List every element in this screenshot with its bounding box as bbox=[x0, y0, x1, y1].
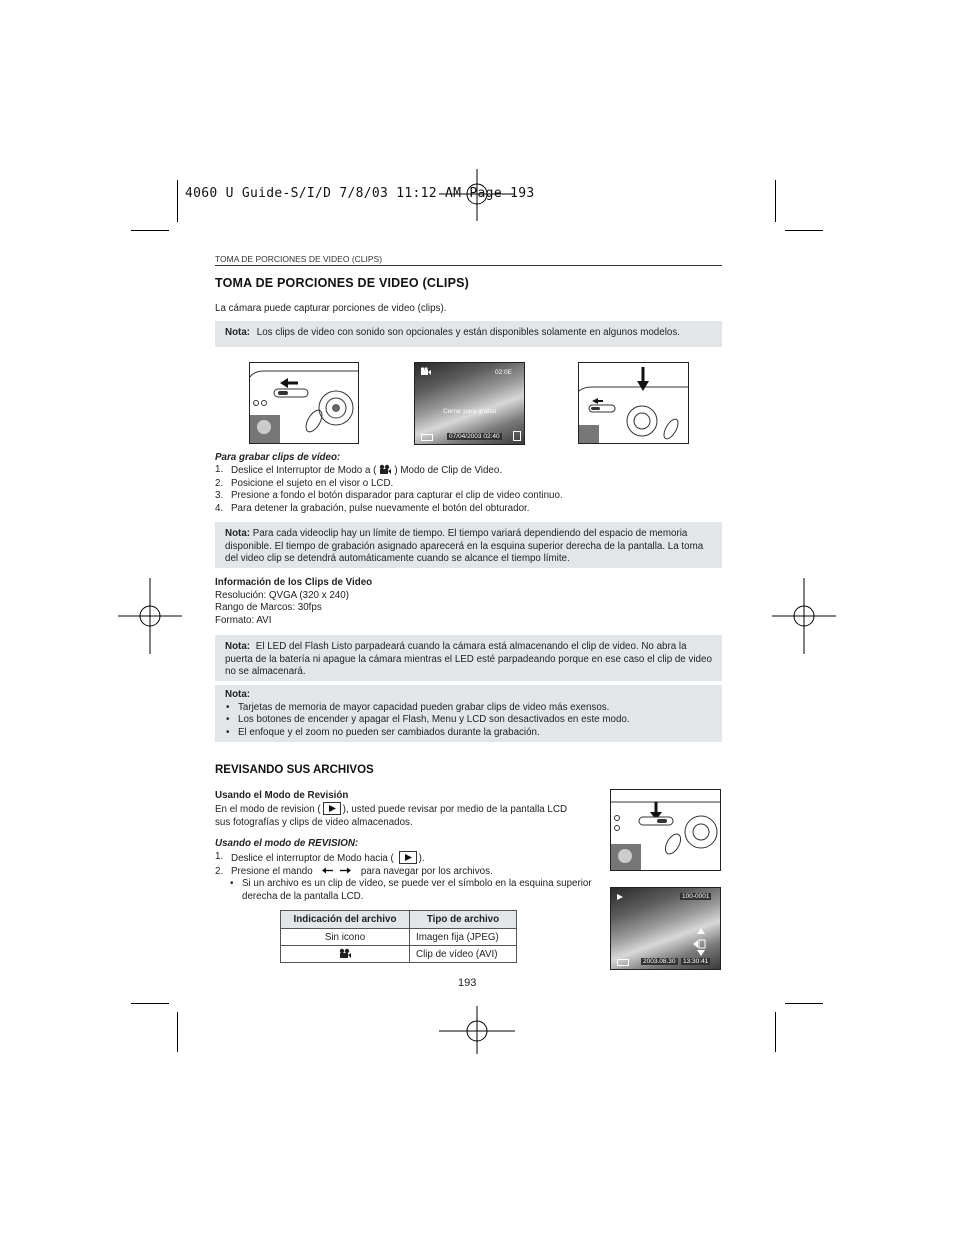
note-box-2 bbox=[215, 522, 722, 568]
crop-mark bbox=[775, 1012, 776, 1052]
crop-mark bbox=[775, 180, 776, 222]
note-text: El LED del Flash Listo parpadeará cuando la cámara está almacenando el clip de video. No abra la puerta de la batería ni apague la cámara mientras el LED esté parpadeando porque en ese caso el clip de video no se almacenará. bbox=[225, 641, 712, 678]
table-header-row bbox=[281, 911, 517, 929]
table-header-indicator: Indicación del archivo bbox=[281, 911, 410, 929]
review-steps bbox=[215, 851, 595, 903]
table-cell-indicator bbox=[281, 946, 410, 963]
lcd-time: 13:30:41 bbox=[683, 958, 709, 965]
note-text: Para cada videoclip hay un límite de tiempo. El tiempo variará dependiendo del espacio de memoria disponible. El tiempo de grabación asignado aparecerá en la esquina superior derecha de la pantalla. La toma del video clip se detendrá automáticamente cuando se alcance el tiempo límite. bbox=[225, 528, 704, 565]
lcd-recording-figure bbox=[414, 362, 525, 445]
camera-back-figure-2 bbox=[578, 362, 689, 444]
note-box-3 bbox=[215, 635, 722, 681]
crop-mark bbox=[131, 230, 169, 231]
note-label: Nota: bbox=[225, 327, 251, 338]
video-clip-icon bbox=[420, 367, 432, 376]
record-steps bbox=[215, 464, 715, 515]
review-subheading: Usando el Modo de Revisión bbox=[215, 790, 349, 801]
battery-icon bbox=[617, 959, 629, 966]
registration-mark-icon bbox=[766, 578, 842, 654]
note-label: Nota: bbox=[225, 641, 251, 652]
battery-icon bbox=[421, 434, 433, 441]
crop-mark bbox=[131, 1003, 169, 1004]
right-arrow-icon bbox=[338, 866, 352, 875]
clip-info-resolution: Resolución: QVGA (320 x 240) bbox=[215, 589, 349, 601]
crop-mark bbox=[785, 230, 823, 231]
running-head: TOMA DE PORCIONES DE VIDEO (CLIPS) bbox=[215, 254, 383, 264]
lcd-date: 2003.08.30 bbox=[643, 958, 676, 965]
lcd-file-number: 100-0001 bbox=[682, 893, 710, 900]
playback-icon bbox=[399, 851, 417, 864]
review-step-2: 2. Presione el mando para navegar por los archivos. bbox=[215, 865, 493, 877]
note-box-4 bbox=[215, 685, 722, 742]
playback-icon bbox=[323, 802, 341, 815]
registration-mark-icon bbox=[439, 1000, 515, 1076]
page-number: 193 bbox=[458, 977, 477, 989]
video-clip-icon bbox=[378, 464, 392, 475]
clip-info bbox=[215, 577, 372, 627]
step-3: 3. Presione a fondo el botón disparador para capturar el clip de video continuo. bbox=[215, 490, 563, 502]
left-arrow-icon bbox=[321, 866, 335, 875]
lcd-playback-figure bbox=[610, 887, 721, 970]
note-label: Nota: bbox=[225, 528, 251, 539]
lcd-date: 07/04/2003 02:40 bbox=[449, 433, 500, 440]
table-cell-type: Imagen fija (JPEG) bbox=[410, 929, 517, 946]
table-row bbox=[281, 946, 517, 963]
playback-icon bbox=[616, 893, 624, 901]
crop-mark bbox=[177, 1012, 178, 1052]
step-4: 4. Para detener la grabación, pulse nuevamente el botón del obturador. bbox=[215, 502, 530, 514]
review-bullet: • Si un archivo es un clip de vídeo, se puede ver el símbolo en la esquina superior derecha de la pantalla LCD. bbox=[229, 878, 595, 903]
crop-mark bbox=[785, 1003, 823, 1004]
review-steps-heading: Usando el modo de REVISION: bbox=[215, 838, 359, 849]
card-icon bbox=[513, 431, 521, 441]
record-heading: Para grabar clips de vídeo: bbox=[215, 452, 341, 463]
table-cell-type: Clip de vídeo (AVI) bbox=[410, 946, 517, 963]
registration-mark-icon bbox=[439, 169, 515, 245]
review-paragraph: En el modo de revision ( ), usted puede revisar por medio de la pantalla LCD sus fotografías y clips de video almacenados. bbox=[215, 804, 568, 828]
note-bullet: • El enfoque y el zoom no pueden ser cambiados durante la grabación. bbox=[225, 727, 712, 740]
step-1: 1. Deslice el Interruptor de Modo a ( ) Modo de Clip de Video. bbox=[215, 464, 503, 476]
camera-back-figure-3 bbox=[610, 789, 721, 871]
table-cell-indicator: Sin icono bbox=[281, 929, 410, 946]
clip-info-format: Formato: AVI bbox=[215, 614, 272, 626]
lcd-overlay-text: Cerrar para grabar bbox=[443, 408, 497, 415]
table-header-type: Tipo de archivo bbox=[410, 911, 517, 929]
print-slug: 4060 U Guide-S/I/D 7/8/03 11:12 AM Page 193 bbox=[185, 186, 535, 201]
camera-back-figure-1 bbox=[249, 362, 359, 444]
section-heading-review: REVISANDO SUS ARCHIVOS bbox=[215, 764, 374, 776]
note-label: Nota: bbox=[225, 689, 251, 700]
clip-info-heading: Información de los Clips de Video bbox=[215, 577, 373, 588]
crop-mark bbox=[177, 180, 178, 222]
header-rule bbox=[215, 265, 722, 266]
lcd-counter: 02:0E bbox=[495, 369, 512, 376]
review-step-1: 1. Deslice el interruptor de Modo hacia ( ). bbox=[215, 851, 425, 864]
note-text: Los clips de video con sonido son opcionales y están disponibles solamente en algunos modelos. bbox=[256, 327, 680, 338]
table-row bbox=[281, 929, 517, 946]
intro-text: La cámara puede capturar porciones de video (clips). bbox=[215, 303, 447, 314]
video-clip-icon bbox=[338, 948, 352, 959]
note-bullet: • Tarjetas de memoria de mayor capacidad pueden grabar clips de video más exensos. bbox=[225, 702, 712, 715]
page-title: TOMA DE PORCIONES DE VIDEO (CLIPS) bbox=[215, 276, 470, 290]
note-bullet: • Los botones de encender y apagar el Flash, Menu y LCD son desactivados en este modo. bbox=[225, 714, 712, 727]
registration-mark-icon bbox=[112, 578, 188, 654]
file-type-table bbox=[280, 910, 517, 963]
clip-info-framerate: Rango de Marcos: 30fps bbox=[215, 602, 322, 614]
step-2: 2. Posicione el sujeto en el visor o LCD. bbox=[215, 477, 394, 489]
note-box-1 bbox=[215, 321, 722, 347]
